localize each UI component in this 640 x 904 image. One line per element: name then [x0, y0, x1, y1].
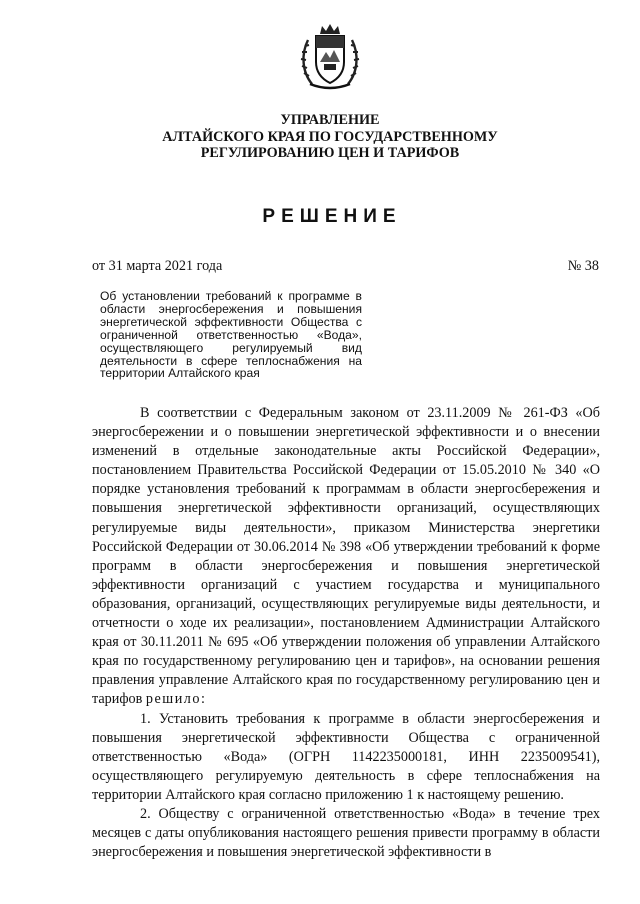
preamble-text: В соответствии с Федеральным законом от 23.11.2009 № 261-ФЗ «Об энергосбережении и о повышении энергетической эффективности и о внесении изменений в отдельные законодательные акты Российской Федерации», постановлением Правительства Российской Федерации от 15.05.2010 № 340 «О порядке установления требований к программам в области энергосбережения и повышения энергетической эффективности организаций, осуществляющих регулируемые виды деятельности», приказом Министерства энергетики Российской Федерации от 30.06.2014 № 398 «Об утверждении требований к форме программ в области энергосбережения и повышения энергетической эффективности организаций с участием государства и муниципального образования, организаций, осуществляющих регулируемые виды деятельности, и отчетности о ходе их реализации», постановлением Администрации Алтайского края от 30.11.2011 № 695 «Об утверждении положения об управлении Алтайского края по государственному регулированию цен и тарифов», на основании решения правления управление Алтайского края по государственному регулированию цен и тарифов — [92, 405, 600, 708]
item-2-paragraph: 2. Обществу с ограниченной ответственностью «Вода» в течение трех месяцев с даты опубликования настоящего решения привести программу в области энергосбережения и повышения энергетической эффективности в — [92, 805, 600, 861]
agency-line-3: РЕГУЛИРОВАНИЮ ЦЕН И ТАРИФОВ — [200, 145, 460, 161]
document-number: № 38 — [567, 258, 599, 274]
document-date: от 31 марта 2021 года — [92, 258, 223, 274]
coat-of-arms-icon — [298, 22, 362, 90]
preamble-paragraph — [92, 404, 600, 710]
agency-line-1: УПРАВЛЕНИЕ — [280, 112, 380, 128]
decided-word: решило: — [145, 691, 207, 708]
document-type-title: РЕШЕНИЕ — [262, 206, 402, 227]
agency-name — [10, 112, 640, 162]
agency-line-2: АЛТАЙСКОГО КРАЯ ПО ГОСУДАРСТВЕННОМУ — [162, 128, 498, 145]
document-body — [92, 404, 600, 862]
item-1-paragraph: 1. Установить требования к программе в области энергосбережения и повышения энергетической эффективности Общества с ограниченной ответственностью «Вода» (ОГРН 1142235000181, ИНН 2235009541), осуществляющего регулируемую деятельность в сфере теплоснабжения на территории Алтайского края согласно приложению 1 к настоящему решению. — [92, 710, 600, 803]
document-subject: Об установлении требований к программе в области энергосбережения и повышения энергетической эффективности Общества с ограниченной ответственностью «Вода», осуществляющего регулируемый вид деятельности в сфере теплоснабжения на территории Алтайского края — [100, 289, 362, 381]
date-number-line — [92, 258, 599, 275]
